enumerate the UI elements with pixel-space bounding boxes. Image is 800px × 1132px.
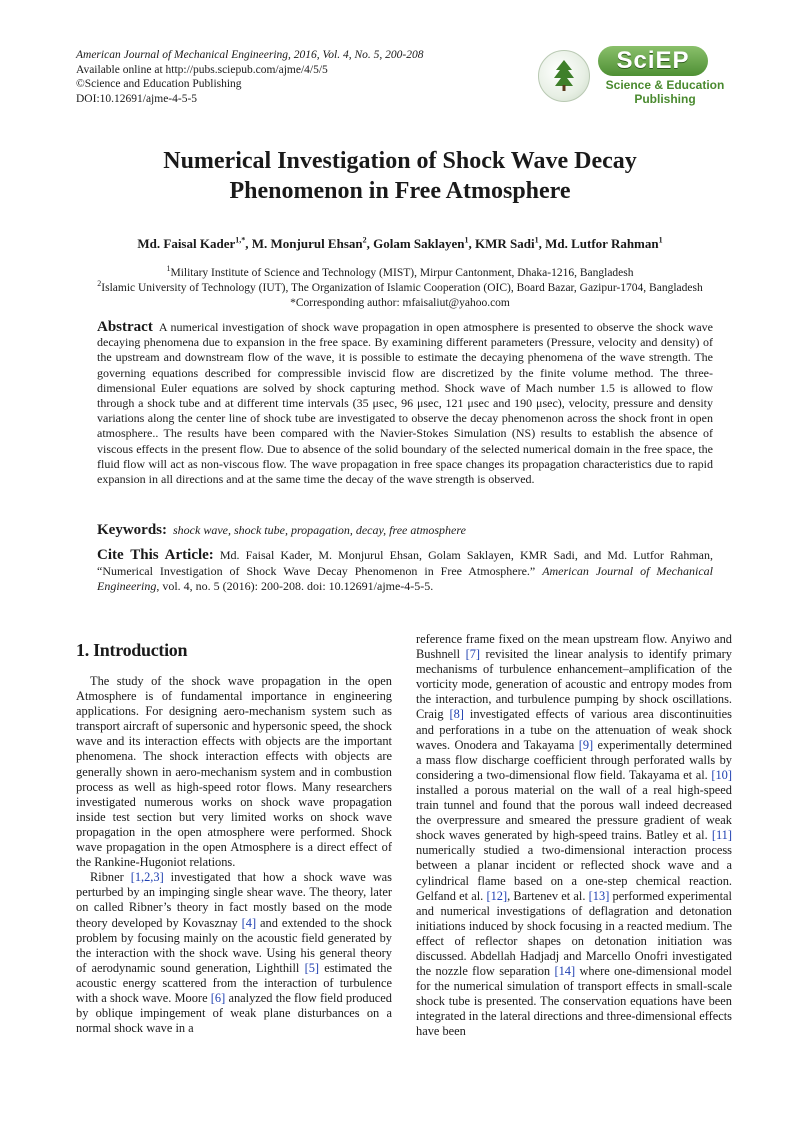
body-column-right (416, 632, 732, 1040)
citation-link[interactable]: [14] (554, 964, 576, 979)
body-text: analyzed the flow field produced by oblique impingement of weak plane disturbances on a normal shock wave in a (76, 990, 392, 1036)
body-text: where one-dimensional model for the numerical simulation of transport effects in small-scale shock tube is presented. The conservation equations have been integrated in the lateral directions and three-dimensional effects have been (416, 964, 732, 1039)
body-text: , Bartenev et al. (507, 888, 589, 903)
body-text: revisited the linear analysis to identify primary mechanisms of turbulence enhancement–amplification of the vorticity mode, generation of acoustic and entropy modes from the interaction, and turbulence pumping by shock oscillations. Craig (416, 647, 732, 722)
author-sep: , (366, 236, 374, 251)
publisher-logo (538, 46, 728, 108)
body-text: Ribner (90, 870, 131, 885)
cite-label: Cite This Article: (97, 547, 214, 563)
tree-logo-icon (552, 58, 576, 92)
intro-paragraph-2 (76, 870, 392, 1036)
section-heading-introduction: 1. Introduction (76, 640, 188, 660)
body-text: and extended to the shock problem by focusing mainly on the acoustic field generated by the interaction with the shock wave. Using his general theory of aerodynamic sound generation, Lighthill (76, 915, 392, 975)
author-sep: , (468, 236, 475, 251)
author-name: Golam Saklayen (373, 236, 465, 251)
citation-link[interactable]: [5] (304, 960, 320, 975)
citation-link[interactable]: [10] (711, 767, 732, 782)
author-sep: , (245, 236, 252, 251)
body-column-left (76, 674, 392, 1036)
cite-this-article (97, 548, 713, 595)
abstract-label: Abstract (97, 319, 153, 335)
doi: DOI:10.12691/ajme-4-5-5 (76, 92, 198, 105)
author-affil-sup: 1 (534, 235, 539, 245)
keywords-text: shock wave, shock tube, propagation, decay, free atmosphere (173, 523, 466, 537)
author-affil-sup: 1,* (235, 235, 246, 245)
citation-link[interactable]: [4] (241, 915, 257, 930)
cite-details: , vol. 4, no. 5 (2016): 200-208. doi: 10.12691/ajme-4-5-5. (156, 579, 434, 593)
abstract (97, 320, 713, 487)
cite-text: Md. Faisal Kader, M. Monjurul Ehsan, Golam Saklayen, KMR Sadi, and Md. Lutfor Rahman, “Numerical Investigation of Shock Wave Decay Phenomenon in Free Atmosphere.” (97, 548, 713, 578)
body-text: experimentally determined a mass flow discharge coefficient through perforated walls by considering a two-dimensional flow field. Takayama et al. (416, 737, 732, 782)
citation-link[interactable]: [13] (588, 888, 610, 903)
author-name: Md. Lutfor Rahman (545, 236, 659, 251)
cite-journal: American Journal of Mechanical Engineering (97, 563, 713, 593)
author-sep: , (538, 236, 546, 251)
body-text: numerically studied a two-dimensional interaction process between a planar incident or reflected shock wave and a cylindrical flame based on a one-step chemical reaction. Gelfand et al. (416, 843, 732, 903)
abstract-text: A numerical investigation of shock wave propagation in open atmosphere is presented to observe the shock wave decaying phenomena due to expansion in the free space. By examining different parameters (Pressure, velocity and density) of the upstream and downstream flow of the wave, it is possible to estimate the decaying phenomena of the wave strength. The governing equations described for compressible inviscid flow are discretized by the finite volume method. The three-dimensional Euler equations are solved by shock capturing method. Shock wave of Mach number 1.5 is allowed to flow through a shock tube and at different time intervals (35 μsec, 96 μsec, 121 μsec and 190 μsec), velocity, pressure and density variations along the center line of shock tube are investigated to observe the decay phenomenon across the shock front in open atmosphere.. The results have been compared with the Navier-Stokes Simulation (NS) results to establish the absence of viscous effects in the present flow. Due to absence of the solid boundary of the selected numerical domain in the free space, the fluid flow will act as non-viscous flow. The wave propagation in free space changes its propagation characteristics due to rapid expansion in all directions and at the same time the decay of the wave strength is observed. (97, 320, 713, 487)
journal-header (76, 48, 516, 106)
citation-link[interactable]: [11] (711, 828, 732, 843)
corresponding-author[interactable]: *Corresponding author: mfaisaliut@yahoo.com (290, 297, 510, 309)
author-name: Md. Faisal Kader (137, 236, 236, 251)
body-text: investigated effects of various area discontinuities and perforations in a tube on the attenuation of weak shock waves. Onodera and Takayama (416, 707, 732, 752)
citation-link[interactable]: [1,2,3] (130, 870, 164, 885)
citation-link[interactable]: [12] (486, 888, 508, 903)
citation-link[interactable]: [9] (578, 737, 594, 752)
citation-link[interactable]: [7] (465, 647, 481, 662)
affiliation-1: $^1$Military Institute of Science and Technology (MIST), Mirpur Cantonment, Dhaka-1216, Bangladesh (166, 264, 634, 279)
citation-link[interactable]: [8] (449, 707, 464, 722)
citation-link[interactable]: [6] (210, 990, 226, 1005)
author-affil-sup: 1 (658, 235, 663, 245)
intro-paragraph-3 (416, 632, 732, 1040)
paper-title: Numerical Investigation of Shock Wave Decay Phenomenon in Free Atmosphere (163, 148, 637, 204)
keywords (97, 522, 713, 539)
body-text: performed experimental and numerical investigations of deflagration and detonation initiations induced by shock focusing in a reacted medium. The effect of reflector shapes on detonation initiation was discussed. Abdellah Hadjadj and Marcello Onofri investigated the nozzle flow separation (416, 888, 732, 979)
body-text: estimated the acoustic energy scattered from the interaction of turbulence with a shock wave. Moore (76, 960, 392, 1005)
author-name: M. Monjurul Ehsan (251, 236, 363, 251)
intro-paragraph-1: The study of the shock wave propagation in the open Atmosphere is of fundamental importance in engineering applications. For designing aero-mechanism system such as transport aircraft of supersonic and hypersonic speed, the shock wave and its interaction effects with objects are the important phenomena. The shock interaction effects with objects are generally shown in aero-mechanism system and in combustion process as well as high-speed rotor flows. Many researchers investigated numerous works on shock wave propagation inside test section but very limited works on shock wave propagation in the open atmosphere were performed. Shock wave propagation in the open Atmosphere is a direct effect of the Rankine-Hugoniot relations. (76, 674, 392, 870)
author-affil-sup: 2 (362, 235, 367, 245)
affiliation-2: $^2$Islamic University of Technology (IUT), The Organization of Islamic Cooperation (OIC), Board Bazar, Gazipur-1704, Bangladesh (97, 279, 703, 294)
copyright: ©Science and Education Publishing (76, 78, 242, 90)
keywords-label: Keywords: (97, 522, 167, 538)
body-text: reference frame fixed on the mean upstream flow. Anyiwo and Bushnell (416, 632, 732, 662)
author-affil-sup: 1 (464, 235, 469, 245)
logo-wordmark: SciEP (598, 46, 708, 76)
body-text: installed a porous material on the wall of a real high-speed train tunnel and found that the porous wall indeed decreased the overpressure and smeared the pressure gradient of weak shock waves generated by high-speed trains. Batley et al. (416, 782, 732, 843)
author-name: KMR Sadi (475, 236, 535, 251)
logo-subtitle: Science & Education Publishing (605, 78, 725, 106)
body-text: investigated that how a shock wave was perturbed by an impinging single shear wave. The theory, later on called Ribner’s theory in fact mostly based on the mode theory developed by Kovasznay (76, 870, 393, 930)
journal-citation: American Journal of Mechanical Engineering, 2016, Vol. 4, No. 5, 200-208 (76, 49, 424, 61)
author-list (40, 236, 760, 252)
available-online[interactable]: Available online at http://pubs.sciepub.com/ajme/4/5/5 (76, 63, 328, 76)
